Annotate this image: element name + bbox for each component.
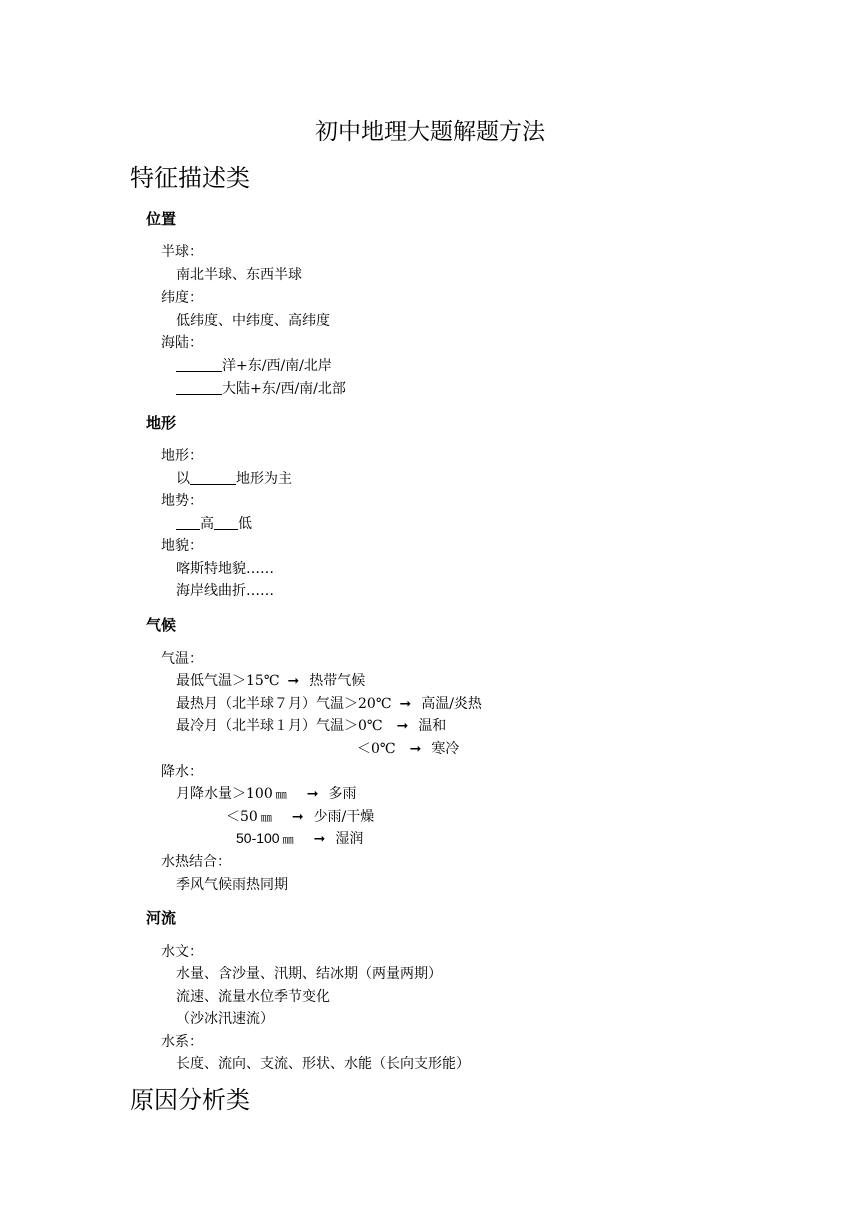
slope-label: 地势： [161,493,203,509]
subsection-heading-river: 河流 [146,909,177,927]
slope-high: 高 [200,516,214,532]
ocean-coast-text: 洋+东/西/南/北岸 [222,358,332,374]
temp-row-3-condition: 最冷月（北半球１月）气温＞0℃ [176,718,383,734]
precip-row-2 [226,806,374,826]
fill-blank [176,357,222,372]
temp-row-1-result: 热带气候 [309,673,366,689]
arrow-right-icon: ➞ [287,673,300,689]
fill-blank [214,515,238,530]
landform-item-coastline: 海岸线曲折…… [176,583,274,599]
fill-blank [176,515,200,530]
arrow-right-icon: ➞ [291,809,304,825]
temperature-label: 气温： [161,651,203,667]
slope-line [176,513,252,533]
terrain-type-suffix: 地形为主 [236,471,292,487]
temp-row-2-result: 高温/炎热 [421,696,482,712]
water-system-label: 水系： [161,1034,203,1050]
continent-part-line [176,378,346,398]
terrain-type-label: 地形： [161,448,203,464]
precip-row-2-condition: ＜50 [226,809,258,825]
fill-blank [190,470,236,485]
temp-row-1-condition: 最低气温＞15℃ [176,673,280,689]
subsection-heading-terrain: 地形 [146,414,177,432]
water-heat-value: 季风气候雨热同期 [176,877,288,893]
precip-unit: ㎜ [282,834,294,846]
temp-row-4-result: 寒冷 [431,741,460,757]
page-title: 初中地理大题解题方法 [315,119,545,145]
temp-row-2 [176,693,482,713]
subsection-heading-location: 位置 [146,210,177,228]
landform-label: 地貌： [161,538,203,554]
section-heading-characteristics: 特征描述类 [130,164,250,192]
temp-row-4-condition: ＜0℃ [357,741,396,757]
temp-row-3-result: 温和 [418,718,447,734]
section-heading-cause-analysis: 原因分析类 [130,1086,250,1114]
hydrology-item-2: 流速、流量水位季节变化 [176,989,330,1005]
arrow-right-icon: ➞ [409,741,422,757]
arrow-right-icon: ➞ [313,831,326,847]
hydrology-item-1: 水量、含沙量、汛期、结冰期（两量两期） [176,966,442,982]
temp-row-4 [357,738,459,758]
precip-row-2-result: 少雨/干燥 [313,809,375,825]
temp-row-3 [176,715,446,735]
water-heat-label: 水热结合： [161,854,231,870]
sealand-label: 海陆： [161,335,203,351]
temp-row-2-condition: 最热月（北半球７月）气温＞20℃ [176,696,392,712]
landform-item-karst: 喀斯特地貌…… [176,561,274,577]
precip-unit: ㎜ [260,812,272,824]
hydrology-item-3: （沙冰汛速流） [176,1011,274,1027]
continent-part-text: 大陆+东/西/南/北部 [222,381,346,397]
precipitation-label: 降水： [161,764,203,780]
latitude-label: 纬度： [161,290,203,306]
arrow-right-icon: ➞ [306,786,319,802]
arrow-right-icon: ➞ [399,696,412,712]
latitude-value: 低纬度、中纬度、高纬度 [176,313,330,329]
hemisphere-value: 南北半球、东西半球 [176,267,302,283]
ocean-coast-line [176,355,332,375]
temp-row-1 [176,670,365,690]
precip-row-1-result: 多雨 [328,786,357,802]
terrain-type-line [176,468,292,488]
fill-blank [176,380,222,395]
precip-row-3-result: 湿润 [335,831,364,847]
subsection-heading-climate: 气候 [146,616,177,634]
precip-row-3-condition: 50-100 [236,830,280,846]
arrow-right-icon: ➞ [396,718,409,734]
precip-unit: ㎜ [275,789,287,801]
slope-low: 低 [238,516,252,532]
terrain-type-prefix: 以 [176,471,190,487]
hemisphere-label: 半球： [161,244,203,260]
precip-row-3 [236,828,363,848]
hydrology-label: 水文： [161,944,203,960]
precip-row-1-condition: 月降水量＞100 [176,786,273,802]
precip-row-1 [176,783,356,803]
water-system-value: 长度、流向、支流、形状、水能（长向支形能） [176,1056,470,1072]
